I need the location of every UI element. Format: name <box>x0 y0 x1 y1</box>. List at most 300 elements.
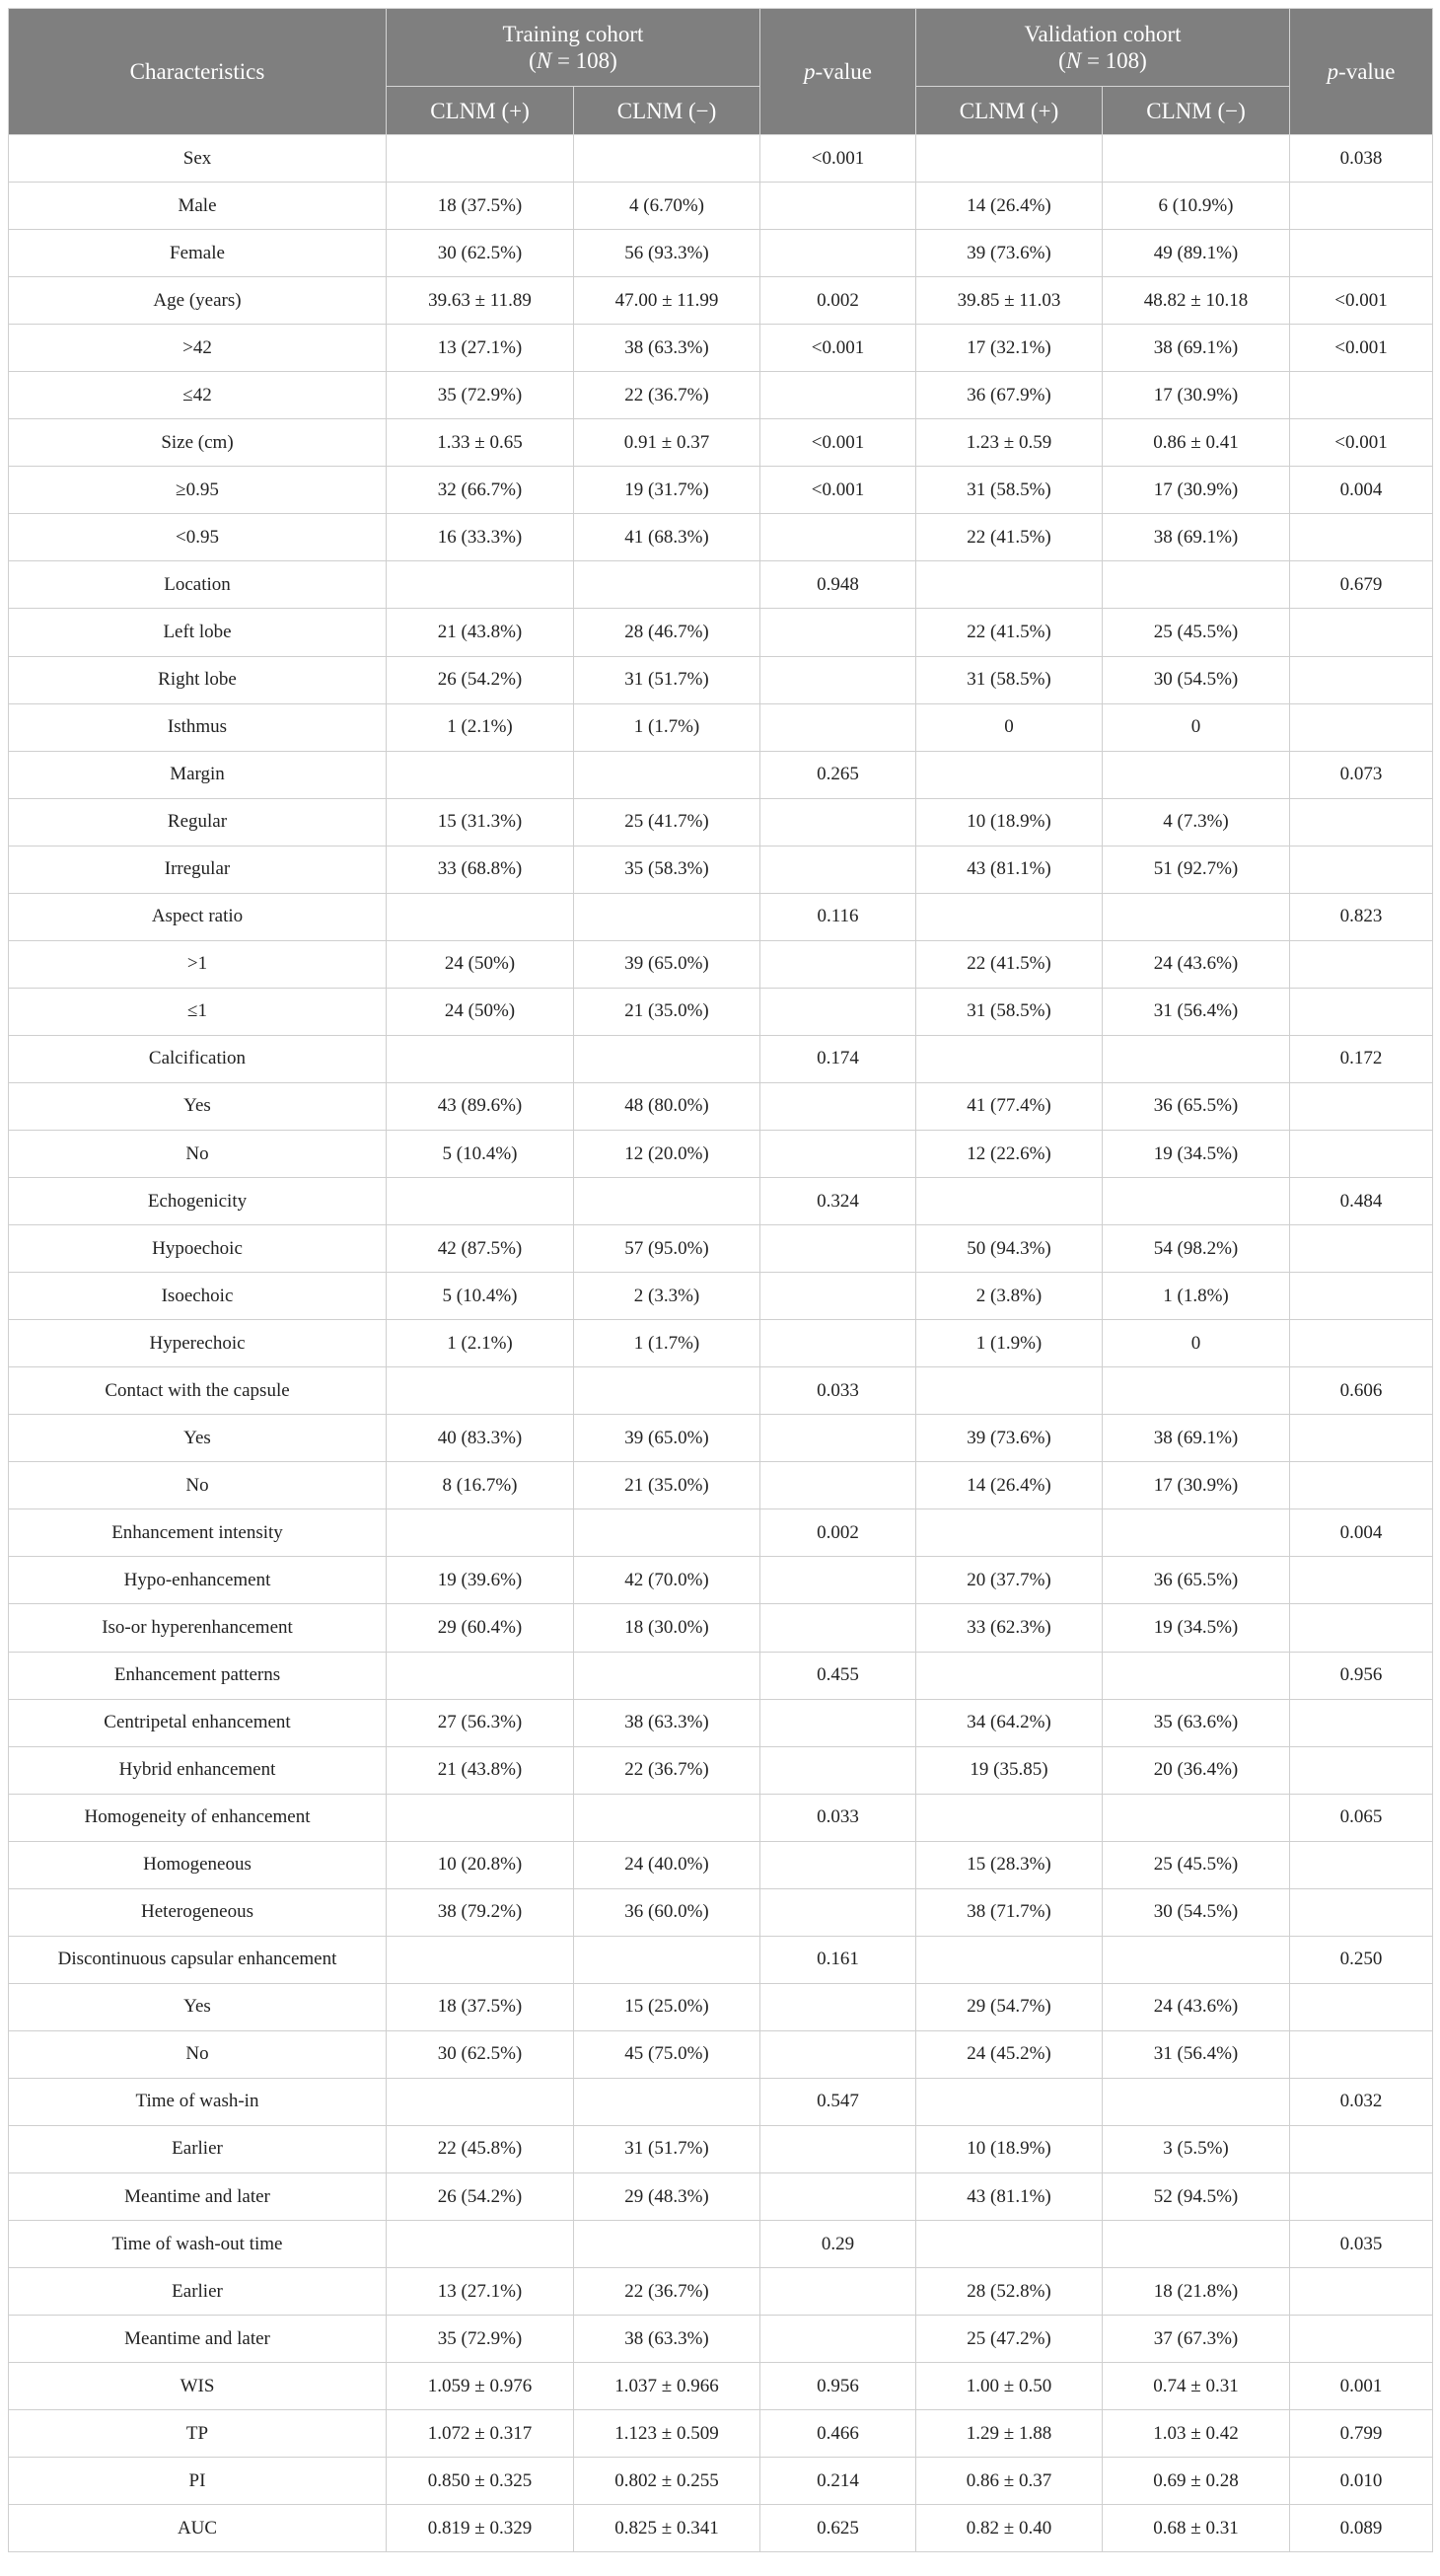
training-clnm-positive-cell: 18 (37.5%) <box>387 1983 574 2030</box>
table-row <box>9 2078 1433 2125</box>
validation-p-value-cell <box>1290 609 1433 656</box>
training-p-value-cell <box>760 230 916 277</box>
validation-p-value-cell: 0.065 <box>1290 1794 1433 1841</box>
validation-clnm-negative-cell: 4 (7.3%) <box>1103 798 1290 846</box>
training-clnm-positive-cell <box>387 1367 574 1415</box>
table-row <box>9 1841 1433 1888</box>
validation-clnm-negative-cell: 38 (69.1%) <box>1103 514 1290 561</box>
training-clnm-negative-cell: 28 (46.7%) <box>574 609 760 656</box>
training-clnm-positive-cell <box>387 2221 574 2268</box>
validation-clnm-positive-cell: 29 (54.7%) <box>916 1983 1103 2030</box>
characteristic-cell: Centripetal enhancement <box>9 1699 387 1746</box>
characteristic-cell: Time of wash-in <box>9 2078 387 2125</box>
characteristic-cell: >1 <box>9 940 387 988</box>
validation-clnm-positive-cell: 38 (71.7%) <box>916 1888 1103 1936</box>
validation-clnm-positive-cell: 0.86 ± 0.37 <box>916 2458 1103 2505</box>
validation-p-value-cell <box>1290 656 1433 703</box>
validation-p-value-cell <box>1290 2268 1433 2316</box>
characteristic-cell: Hypo-enhancement <box>9 1557 387 1604</box>
validation-clnm-negative-cell: 37 (67.3%) <box>1103 2316 1290 2363</box>
training-p-value-cell: 0.161 <box>760 1936 916 1983</box>
training-clnm-negative-cell: 45 (75.0%) <box>574 2030 760 2078</box>
training-clnm-positive-cell: 8 (16.7%) <box>387 1462 574 1509</box>
table-row <box>9 1604 1433 1652</box>
validation-clnm-negative-cell: 49 (89.1%) <box>1103 230 1290 277</box>
training-p-value-cell <box>760 514 916 561</box>
training-clnm-negative-cell: 39 (65.0%) <box>574 940 760 988</box>
training-clnm-positive-cell <box>387 1035 574 1082</box>
validation-clnm-positive-cell: 31 (58.5%) <box>916 656 1103 703</box>
table-row <box>9 230 1433 277</box>
training-p-value-cell: 0.956 <box>760 2363 916 2410</box>
validation-p-value-cell: 0.010 <box>1290 2458 1433 2505</box>
table-row <box>9 561 1433 609</box>
validation-p-value-cell <box>1290 798 1433 846</box>
validation-clnm-positive-cell: 39 (73.6%) <box>916 1415 1103 1462</box>
validation-clnm-negative-cell: 31 (56.4%) <box>1103 2030 1290 2078</box>
training-p-value-cell <box>760 1888 916 1936</box>
training-clnm-positive-cell: 5 (10.4%) <box>387 1273 574 1320</box>
validation-clnm-positive-cell: 14 (26.4%) <box>916 1462 1103 1509</box>
training-clnm-negative-cell: 4 (6.70%) <box>574 183 760 230</box>
characteristic-cell: ≥0.95 <box>9 467 387 514</box>
table-row <box>9 277 1433 325</box>
training-clnm-positive-cell: 29 (60.4%) <box>387 1604 574 1652</box>
training-clnm-negative-cell: 22 (36.7%) <box>574 1746 760 1794</box>
table-row <box>9 1746 1433 1794</box>
validation-clnm-negative-cell: 30 (54.5%) <box>1103 1888 1290 1936</box>
validation-p-value-cell <box>1290 1983 1433 2030</box>
validation-clnm-positive-cell: 28 (52.8%) <box>916 2268 1103 2316</box>
validation-p-value-cell: 0.799 <box>1290 2410 1433 2458</box>
training-clnm-positive-cell: 15 (31.3%) <box>387 798 574 846</box>
table-row <box>9 2363 1433 2410</box>
characteristic-cell: <0.95 <box>9 514 387 561</box>
training-p-value-cell: <0.001 <box>760 467 916 514</box>
training-clnm-negative-cell: 42 (70.0%) <box>574 1557 760 1604</box>
validation-clnm-positive-cell: 25 (47.2%) <box>916 2316 1103 2363</box>
training-clnm-positive-cell: 40 (83.3%) <box>387 1415 574 1462</box>
validation-clnm-positive-cell: 0.82 ± 0.40 <box>916 2505 1103 2552</box>
characteristic-cell: AUC <box>9 2505 387 2552</box>
training-clnm-negative-cell: 19 (31.7%) <box>574 467 760 514</box>
validation-clnm-positive-cell: 50 (94.3%) <box>916 1225 1103 1273</box>
table-row <box>9 1936 1433 1983</box>
training-clnm-positive-cell <box>387 1178 574 1225</box>
validation-clnm-negative-cell: 38 (69.1%) <box>1103 1415 1290 1462</box>
validation-p-value-cell <box>1290 1225 1433 1273</box>
validation-clnm-positive-cell: 33 (62.3%) <box>916 1604 1103 1652</box>
characteristic-cell: Yes <box>9 1082 387 1130</box>
validation-p-value-cell <box>1290 2316 1433 2363</box>
validation-clnm-negative-cell: 25 (45.5%) <box>1103 1841 1290 1888</box>
training-clnm-negative-cell <box>574 751 760 798</box>
validation-clnm-positive-cell <box>916 893 1103 940</box>
header-training-cohort: Training cohort (N = 108) <box>387 9 760 87</box>
table-row <box>9 2316 1433 2363</box>
training-clnm-negative-cell: 1.123 ± 0.509 <box>574 2410 760 2458</box>
training-p-value-cell <box>760 2268 916 2316</box>
validation-clnm-positive-cell <box>916 751 1103 798</box>
table-row <box>9 183 1433 230</box>
training-p-value-cell: 0.033 <box>760 1367 916 1415</box>
characteristic-cell: Sex <box>9 135 387 183</box>
training-clnm-positive-cell: 22 (45.8%) <box>387 2125 574 2172</box>
training-clnm-negative-cell <box>574 135 760 183</box>
training-clnm-positive-cell: 30 (62.5%) <box>387 230 574 277</box>
training-p-value-cell <box>760 183 916 230</box>
training-clnm-negative-cell <box>574 1936 760 1983</box>
characteristic-cell: Homogeneous <box>9 1841 387 1888</box>
training-clnm-positive-cell: 30 (62.5%) <box>387 2030 574 2078</box>
training-clnm-negative-cell <box>574 1652 760 1699</box>
training-cohort-title: Training cohort <box>502 22 644 46</box>
validation-clnm-negative-cell <box>1103 135 1290 183</box>
table-row <box>9 1415 1433 1462</box>
characteristic-cell: Meantime and later <box>9 2316 387 2363</box>
validation-p-value-cell: <0.001 <box>1290 325 1433 372</box>
validation-clnm-positive-cell: 20 (37.7%) <box>916 1557 1103 1604</box>
training-clnm-positive-cell: 13 (27.1%) <box>387 2268 574 2316</box>
training-clnm-negative-cell: 48 (80.0%) <box>574 1082 760 1130</box>
table-row <box>9 2505 1433 2552</box>
validation-clnm-negative-cell <box>1103 751 1290 798</box>
characteristic-cell: Regular <box>9 798 387 846</box>
validation-clnm-negative-cell: 20 (36.4%) <box>1103 1746 1290 1794</box>
characteristic-cell: Calcification <box>9 1035 387 1082</box>
characteristic-cell: Yes <box>9 1983 387 2030</box>
validation-p-value-cell <box>1290 1841 1433 1888</box>
training-clnm-negative-cell: 1 (1.7%) <box>574 703 760 751</box>
validation-clnm-positive-cell <box>916 2221 1103 2268</box>
table-row <box>9 1130 1433 1177</box>
validation-clnm-negative-cell: 35 (63.6%) <box>1103 1699 1290 1746</box>
training-p-value-cell: 0.547 <box>760 2078 916 2125</box>
training-p-value-cell: 0.625 <box>760 2505 916 2552</box>
validation-clnm-negative-cell <box>1103 1652 1290 1699</box>
table-row <box>9 2221 1433 2268</box>
characteristic-cell: Meantime and later <box>9 2173 387 2221</box>
training-p-value-cell <box>760 2316 916 2363</box>
training-p-value-cell: 0.265 <box>760 751 916 798</box>
validation-p-value-cell <box>1290 988 1433 1035</box>
table-header <box>9 9 1433 135</box>
characteristic-cell: Hypoechoic <box>9 1225 387 1273</box>
validation-clnm-positive-cell: 1.29 ± 1.88 <box>916 2410 1103 2458</box>
validation-p-value-cell <box>1290 1699 1433 1746</box>
characteristic-cell: ≤42 <box>9 372 387 419</box>
validation-clnm-positive-cell: 2 (3.8%) <box>916 1273 1103 1320</box>
training-p-value-cell: <0.001 <box>760 325 916 372</box>
validation-clnm-positive-cell: 39.85 ± 11.03 <box>916 277 1103 325</box>
training-p-value-cell <box>760 1604 916 1652</box>
characteristic-cell: Homogeneity of enhancement <box>9 1794 387 1841</box>
validation-clnm-positive-cell: 31 (58.5%) <box>916 988 1103 1035</box>
training-clnm-positive-cell: 24 (50%) <box>387 940 574 988</box>
table-row <box>9 135 1433 183</box>
validation-p-value-cell: 0.956 <box>1290 1652 1433 1699</box>
characteristic-cell: Yes <box>9 1415 387 1462</box>
training-clnm-negative-cell <box>574 1509 760 1557</box>
training-p-value-cell <box>760 1557 916 1604</box>
validation-clnm-negative-cell: 1.03 ± 0.42 <box>1103 2410 1290 2458</box>
training-clnm-negative-cell: 0.91 ± 0.37 <box>574 419 760 467</box>
table-row <box>9 2173 1433 2221</box>
training-clnm-positive-cell: 26 (54.2%) <box>387 2173 574 2221</box>
validation-clnm-positive-cell: 1.23 ± 0.59 <box>916 419 1103 467</box>
characteristic-cell: No <box>9 2030 387 2078</box>
validation-p-value-cell <box>1290 2125 1433 2172</box>
validation-p-value-cell <box>1290 1746 1433 1794</box>
validation-clnm-positive-cell: 12 (22.6%) <box>916 1130 1103 1177</box>
training-clnm-negative-cell: 24 (40.0%) <box>574 1841 760 1888</box>
validation-p-value-cell <box>1290 1130 1433 1177</box>
table-row <box>9 372 1433 419</box>
training-p-value-cell <box>760 1415 916 1462</box>
validation-clnm-negative-cell <box>1103 1178 1290 1225</box>
table-row <box>9 1509 1433 1557</box>
validation-clnm-positive-cell: 31 (58.5%) <box>916 467 1103 514</box>
training-clnm-negative-cell: 15 (25.0%) <box>574 1983 760 2030</box>
validation-clnm-negative-cell <box>1103 561 1290 609</box>
table-row <box>9 2125 1433 2172</box>
table-row <box>9 2030 1433 2078</box>
characteristic-cell: Iso-or hyperenhancement <box>9 1604 387 1652</box>
validation-clnm-negative-cell: 19 (34.5%) <box>1103 1604 1290 1652</box>
validation-clnm-negative-cell: 54 (98.2%) <box>1103 1225 1290 1273</box>
validation-clnm-negative-cell: 17 (30.9%) <box>1103 372 1290 419</box>
training-clnm-negative-cell: 35 (58.3%) <box>574 846 760 893</box>
training-p-value-cell <box>760 2030 916 2078</box>
validation-clnm-positive-cell: 17 (32.1%) <box>916 325 1103 372</box>
validation-clnm-positive-cell: 36 (67.9%) <box>916 372 1103 419</box>
validation-p-value-cell: 0.035 <box>1290 2221 1433 2268</box>
characteristic-cell: Time of wash-out time <box>9 2221 387 2268</box>
validation-clnm-positive-cell <box>916 561 1103 609</box>
validation-clnm-negative-cell: 36 (65.5%) <box>1103 1082 1290 1130</box>
characteristic-cell: Location <box>9 561 387 609</box>
training-clnm-positive-cell: 38 (79.2%) <box>387 1888 574 1936</box>
training-p-value-cell: 0.033 <box>760 1794 916 1841</box>
training-p-value-cell <box>760 1841 916 1888</box>
training-p-value-cell: <0.001 <box>760 419 916 467</box>
validation-clnm-negative-cell <box>1103 1794 1290 1841</box>
table-row <box>9 2458 1433 2505</box>
training-clnm-positive-cell <box>387 893 574 940</box>
characteristic-cell: Discontinuous capsular enhancement <box>9 1936 387 1983</box>
characteristic-cell: Hyperechoic <box>9 1320 387 1367</box>
validation-clnm-positive-cell: 10 (18.9%) <box>916 2125 1103 2172</box>
header-validation-cohort: Validation cohort (N = 108) <box>916 9 1290 87</box>
validation-p-value-cell <box>1290 1462 1433 1509</box>
validation-clnm-positive-cell <box>916 2078 1103 2125</box>
validation-p-value-cell: 0.823 <box>1290 893 1433 940</box>
table-row <box>9 798 1433 846</box>
header-p-value-training: p-value <box>760 9 916 135</box>
training-p-value-cell <box>760 798 916 846</box>
validation-clnm-negative-cell <box>1103 893 1290 940</box>
training-clnm-negative-cell: 21 (35.0%) <box>574 1462 760 1509</box>
validation-p-value-cell: 0.484 <box>1290 1178 1433 1225</box>
training-clnm-negative-cell: 1 (1.7%) <box>574 1320 760 1367</box>
training-clnm-positive-cell: 26 (54.2%) <box>387 656 574 703</box>
training-clnm-positive-cell <box>387 2078 574 2125</box>
characteristics-table <box>8 8 1433 2552</box>
header-validation-clnm-negative: CLNM (−) <box>1103 87 1290 135</box>
validation-p-value-cell <box>1290 1888 1433 1936</box>
table-row <box>9 1035 1433 1082</box>
table-row <box>9 893 1433 940</box>
training-p-value-cell <box>760 1983 916 2030</box>
training-clnm-positive-cell: 16 (33.3%) <box>387 514 574 561</box>
validation-p-value-cell <box>1290 230 1433 277</box>
validation-p-value-cell: 0.038 <box>1290 135 1433 183</box>
characteristic-cell: WIS <box>9 2363 387 2410</box>
validation-clnm-positive-cell: 0 <box>916 703 1103 751</box>
training-p-value-cell <box>760 2173 916 2221</box>
validation-p-value-cell <box>1290 1557 1433 1604</box>
training-clnm-negative-cell: 38 (63.3%) <box>574 1699 760 1746</box>
training-p-value-cell: 0.29 <box>760 2221 916 2268</box>
validation-clnm-positive-cell: 10 (18.9%) <box>916 798 1103 846</box>
table-row <box>9 419 1433 467</box>
table-row <box>9 751 1433 798</box>
validation-clnm-negative-cell: 24 (43.6%) <box>1103 940 1290 988</box>
validation-p-value-cell <box>1290 1320 1433 1367</box>
training-clnm-positive-cell: 0.850 ± 0.325 <box>387 2458 574 2505</box>
characteristic-cell: Female <box>9 230 387 277</box>
training-p-value-cell <box>760 372 916 419</box>
training-clnm-negative-cell: 21 (35.0%) <box>574 988 760 1035</box>
training-clnm-positive-cell: 21 (43.8%) <box>387 1746 574 1794</box>
table-row <box>9 467 1433 514</box>
validation-clnm-negative-cell <box>1103 1936 1290 1983</box>
training-p-value-cell <box>760 1462 916 1509</box>
training-p-value-cell: <0.001 <box>760 135 916 183</box>
training-clnm-positive-cell: 0.819 ± 0.329 <box>387 2505 574 2552</box>
validation-clnm-positive-cell: 43 (81.1%) <box>916 2173 1103 2221</box>
validation-p-value-cell: <0.001 <box>1290 419 1433 467</box>
characteristic-cell: Hybrid enhancement <box>9 1746 387 1794</box>
training-clnm-negative-cell: 12 (20.0%) <box>574 1130 760 1177</box>
training-p-value-cell: 0.324 <box>760 1178 916 1225</box>
characteristic-cell: >42 <box>9 325 387 372</box>
training-p-value-cell: 0.455 <box>760 1652 916 1699</box>
training-clnm-positive-cell <box>387 751 574 798</box>
training-clnm-negative-cell: 0.825 ± 0.341 <box>574 2505 760 2552</box>
validation-clnm-negative-cell <box>1103 2221 1290 2268</box>
validation-clnm-positive-cell: 14 (26.4%) <box>916 183 1103 230</box>
training-clnm-positive-cell: 5 (10.4%) <box>387 1130 574 1177</box>
training-clnm-positive-cell: 1.059 ± 0.976 <box>387 2363 574 2410</box>
training-clnm-positive-cell: 35 (72.9%) <box>387 372 574 419</box>
training-p-value-cell: 0.116 <box>760 893 916 940</box>
training-clnm-positive-cell: 1 (2.1%) <box>387 1320 574 1367</box>
training-clnm-positive-cell: 13 (27.1%) <box>387 325 574 372</box>
validation-clnm-negative-cell: 3 (5.5%) <box>1103 2125 1290 2172</box>
training-clnm-negative-cell: 22 (36.7%) <box>574 372 760 419</box>
training-clnm-positive-cell: 1.072 ± 0.317 <box>387 2410 574 2458</box>
training-clnm-positive-cell <box>387 1794 574 1841</box>
validation-clnm-negative-cell: 19 (34.5%) <box>1103 1130 1290 1177</box>
table-row <box>9 846 1433 893</box>
validation-clnm-negative-cell: 52 (94.5%) <box>1103 2173 1290 2221</box>
characteristic-cell: Enhancement patterns <box>9 1652 387 1699</box>
training-clnm-negative-cell <box>574 1794 760 1841</box>
validation-clnm-positive-cell <box>916 1652 1103 1699</box>
validation-p-value-cell: 0.250 <box>1290 1936 1433 1983</box>
table-row <box>9 1273 1433 1320</box>
validation-clnm-positive-cell: 1.00 ± 0.50 <box>916 2363 1103 2410</box>
table-row <box>9 988 1433 1035</box>
validation-clnm-positive-cell: 34 (64.2%) <box>916 1699 1103 1746</box>
characteristic-cell: Age (years) <box>9 277 387 325</box>
characteristic-cell: Heterogeneous <box>9 1888 387 1936</box>
training-p-value-cell <box>760 1746 916 1794</box>
training-clnm-negative-cell: 1.037 ± 0.966 <box>574 2363 760 2410</box>
validation-clnm-negative-cell: 17 (30.9%) <box>1103 467 1290 514</box>
training-p-value-cell: 0.174 <box>760 1035 916 1082</box>
training-clnm-negative-cell: 25 (41.7%) <box>574 798 760 846</box>
training-clnm-negative-cell: 2 (3.3%) <box>574 1273 760 1320</box>
table-body <box>9 135 1433 2552</box>
validation-clnm-positive-cell: 1 (1.9%) <box>916 1320 1103 1367</box>
training-p-value-cell: 0.002 <box>760 277 916 325</box>
validation-clnm-negative-cell: 0.69 ± 0.28 <box>1103 2458 1290 2505</box>
header-characteristics: Characteristics <box>9 9 387 135</box>
table-row <box>9 1178 1433 1225</box>
training-p-value-cell <box>760 703 916 751</box>
characteristic-cell: Isthmus <box>9 703 387 751</box>
validation-p-value-cell <box>1290 1604 1433 1652</box>
training-clnm-negative-cell: 18 (30.0%) <box>574 1604 760 1652</box>
training-clnm-negative-cell: 47.00 ± 11.99 <box>574 277 760 325</box>
training-clnm-negative-cell <box>574 1035 760 1082</box>
validation-p-value-cell <box>1290 183 1433 230</box>
training-clnm-negative-cell: 38 (63.3%) <box>574 325 760 372</box>
validation-p-value-cell <box>1290 1082 1433 1130</box>
validation-clnm-negative-cell: 0.74 ± 0.31 <box>1103 2363 1290 2410</box>
header-training-clnm-negative: CLNM (−) <box>574 87 760 135</box>
training-clnm-positive-cell <box>387 561 574 609</box>
validation-clnm-negative-cell: 0.68 ± 0.31 <box>1103 2505 1290 2552</box>
validation-clnm-negative-cell: 0 <box>1103 1320 1290 1367</box>
validation-clnm-negative-cell: 17 (30.9%) <box>1103 1462 1290 1509</box>
characteristic-cell: Earlier <box>9 2125 387 2172</box>
validation-clnm-negative-cell: 36 (65.5%) <box>1103 1557 1290 1604</box>
training-clnm-negative-cell: 29 (48.3%) <box>574 2173 760 2221</box>
training-clnm-positive-cell: 32 (66.7%) <box>387 467 574 514</box>
validation-clnm-negative-cell: 38 (69.1%) <box>1103 325 1290 372</box>
validation-p-value-cell: 0.606 <box>1290 1367 1433 1415</box>
training-clnm-positive-cell: 27 (56.3%) <box>387 1699 574 1746</box>
training-clnm-negative-cell: 56 (93.3%) <box>574 230 760 277</box>
table-row <box>9 1794 1433 1841</box>
validation-cohort-title: Validation cohort <box>1024 22 1182 46</box>
characteristic-cell: Irregular <box>9 846 387 893</box>
validation-clnm-positive-cell: 22 (41.5%) <box>916 940 1103 988</box>
validation-clnm-positive-cell: 19 (35.85) <box>916 1746 1103 1794</box>
training-clnm-positive-cell: 33 (68.8%) <box>387 846 574 893</box>
training-clnm-positive-cell <box>387 1652 574 1699</box>
validation-p-value-cell <box>1290 940 1433 988</box>
training-clnm-positive-cell: 1.33 ± 0.65 <box>387 419 574 467</box>
validation-clnm-negative-cell: 48.82 ± 10.18 <box>1103 277 1290 325</box>
training-clnm-negative-cell <box>574 2221 760 2268</box>
training-p-value-cell: 0.002 <box>760 1509 916 1557</box>
training-clnm-positive-cell: 43 (89.6%) <box>387 1082 574 1130</box>
validation-p-value-cell: 0.679 <box>1290 561 1433 609</box>
